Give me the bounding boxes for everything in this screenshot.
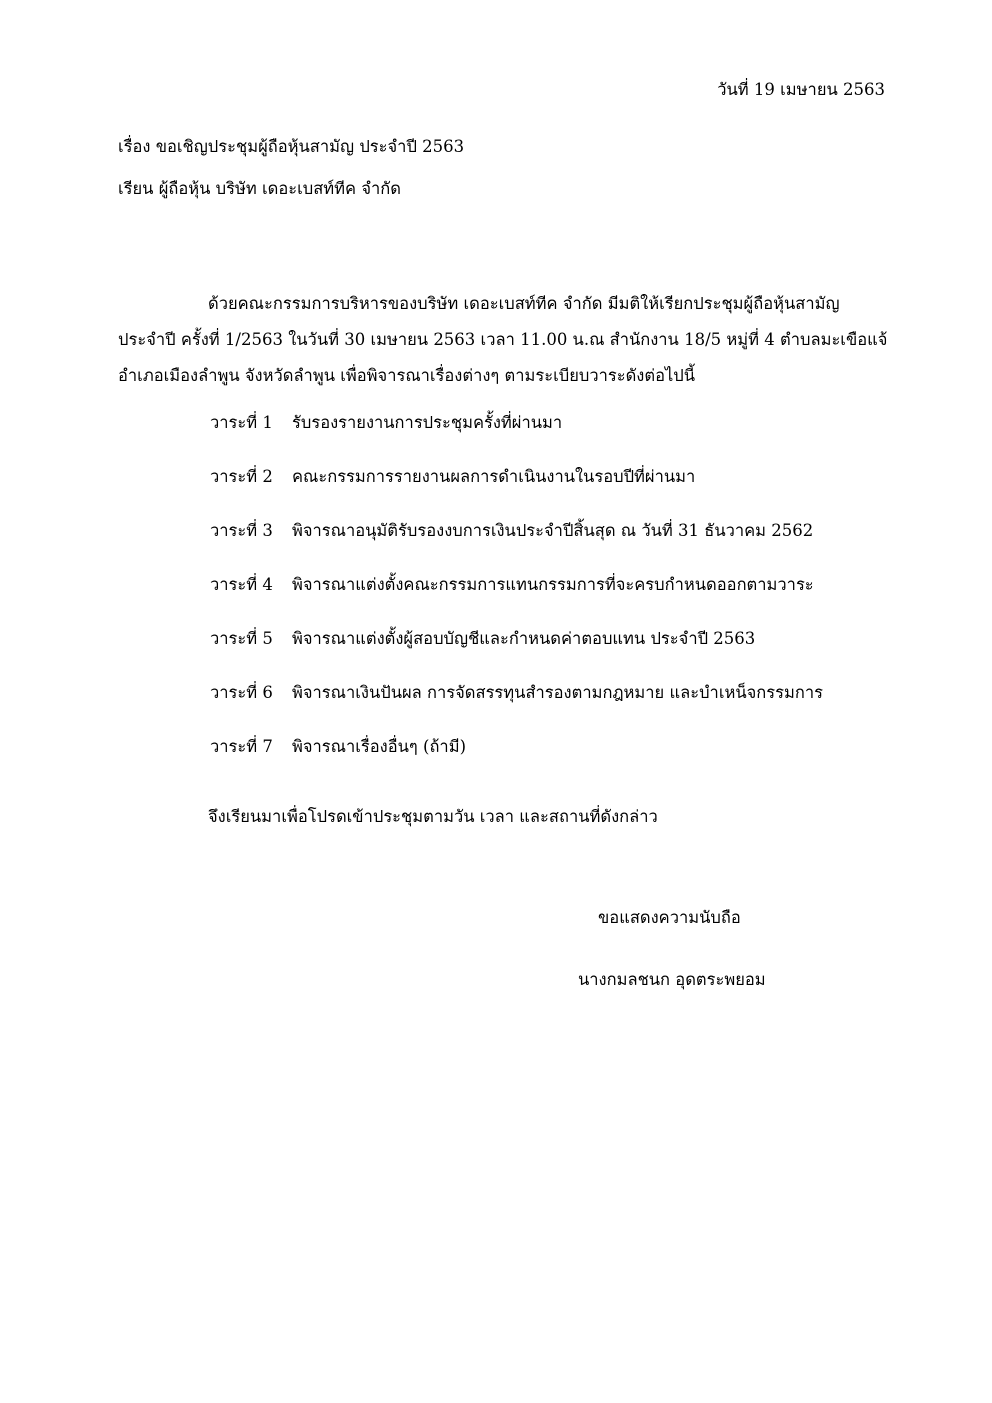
agenda-item-label: วาระที่ 1: [210, 413, 273, 432]
agenda-item-text: พิจารณาอนุมัติรับรองงบการเงินประจำปีสิ้นสุด ณ วันที่ 31 ธันวาคม 2562: [292, 521, 814, 540]
agenda-item-text: คณะกรรมการรายงานผลการดำเนินงานในรอบปีที่ผ่านมา: [292, 467, 696, 486]
agenda-item: [210, 415, 562, 432]
body-line-1: ด้วยคณะกรรมการบริหารของบริษัท เดอะเบสท์ทีค จำกัด มีมติให้เรียกประชุมผู้ถือหุ้นสามัญ: [208, 294, 840, 313]
closing-text: จึงเรียนมาเพื่อโปรดเข้าประชุมตามวัน เวลา และสถานที่ดังกล่าว: [208, 807, 658, 826]
agenda-item-text: พิจารณาเรื่องอื่นๆ (ถ้ามี): [292, 737, 467, 756]
agenda-item: [210, 739, 466, 756]
agenda-item-text: พิจารณาแต่งตั้งคณะกรรมการแทนกรรมการที่จะครบกำหนดออกตามวาระ: [292, 575, 814, 594]
agenda-item-label: วาระที่ 5: [210, 629, 273, 648]
agenda-item-text: พิจารณาแต่งตั้งผู้สอบบัญชีและกำหนดค่าตอบแทน ประจำปี 2563: [292, 629, 756, 648]
agenda-item-label: วาระที่ 2: [210, 467, 273, 486]
agenda-item: [210, 577, 814, 594]
letter-date: วันที่ 19 เมษายน 2563: [717, 80, 885, 99]
agenda-item: [210, 523, 813, 540]
signatory-name: นางกมลชนก อุดตระพยอม: [578, 970, 766, 989]
agenda-item-label: วาระที่ 3: [210, 521, 273, 540]
body-line-3: อำเภอเมืองลำพูน จังหวัดลำพูน เพื่อพิจารณาเรื่องต่างๆ ตามระเบียบวาระดังต่อไปนี้: [118, 366, 696, 385]
agenda-item: [210, 685, 823, 702]
agenda-item: [210, 469, 695, 486]
agenda-item-label: วาระที่ 4: [210, 575, 273, 594]
body-line-2: ประจำปี ครั้งที่ 1/2563 ในวันที่ 30 เมษายน 2563 เวลา 11.00 น.ณ สำนักงาน 18/5 หมู่ที่ 4 ตำบลมะเขือแจ้: [118, 330, 888, 349]
letter-recipient: เรียน ผู้ถือหุ้น บริษัท เดอะเบสท์ทีค จำกัด: [118, 179, 401, 198]
agenda-item-label: วาระที่ 7: [210, 737, 273, 756]
agenda-item-text: พิจารณาเงินปันผล การจัดสรรทุนสำรองตามกฎหมาย และบำเหน็จกรรมการ: [292, 683, 823, 702]
regards-text: ขอแสดงความนับถือ: [598, 908, 741, 927]
agenda-item: [210, 631, 755, 648]
agenda-item-text: รับรองรายงานการประชุมครั้งที่ผ่านมา: [292, 413, 563, 432]
letter-subject: เรื่อง ขอเชิญประชุมผู้ถือหุ้นสามัญ ประจำปี 2563: [118, 137, 465, 156]
agenda-item-label: วาระที่ 6: [210, 683, 273, 702]
